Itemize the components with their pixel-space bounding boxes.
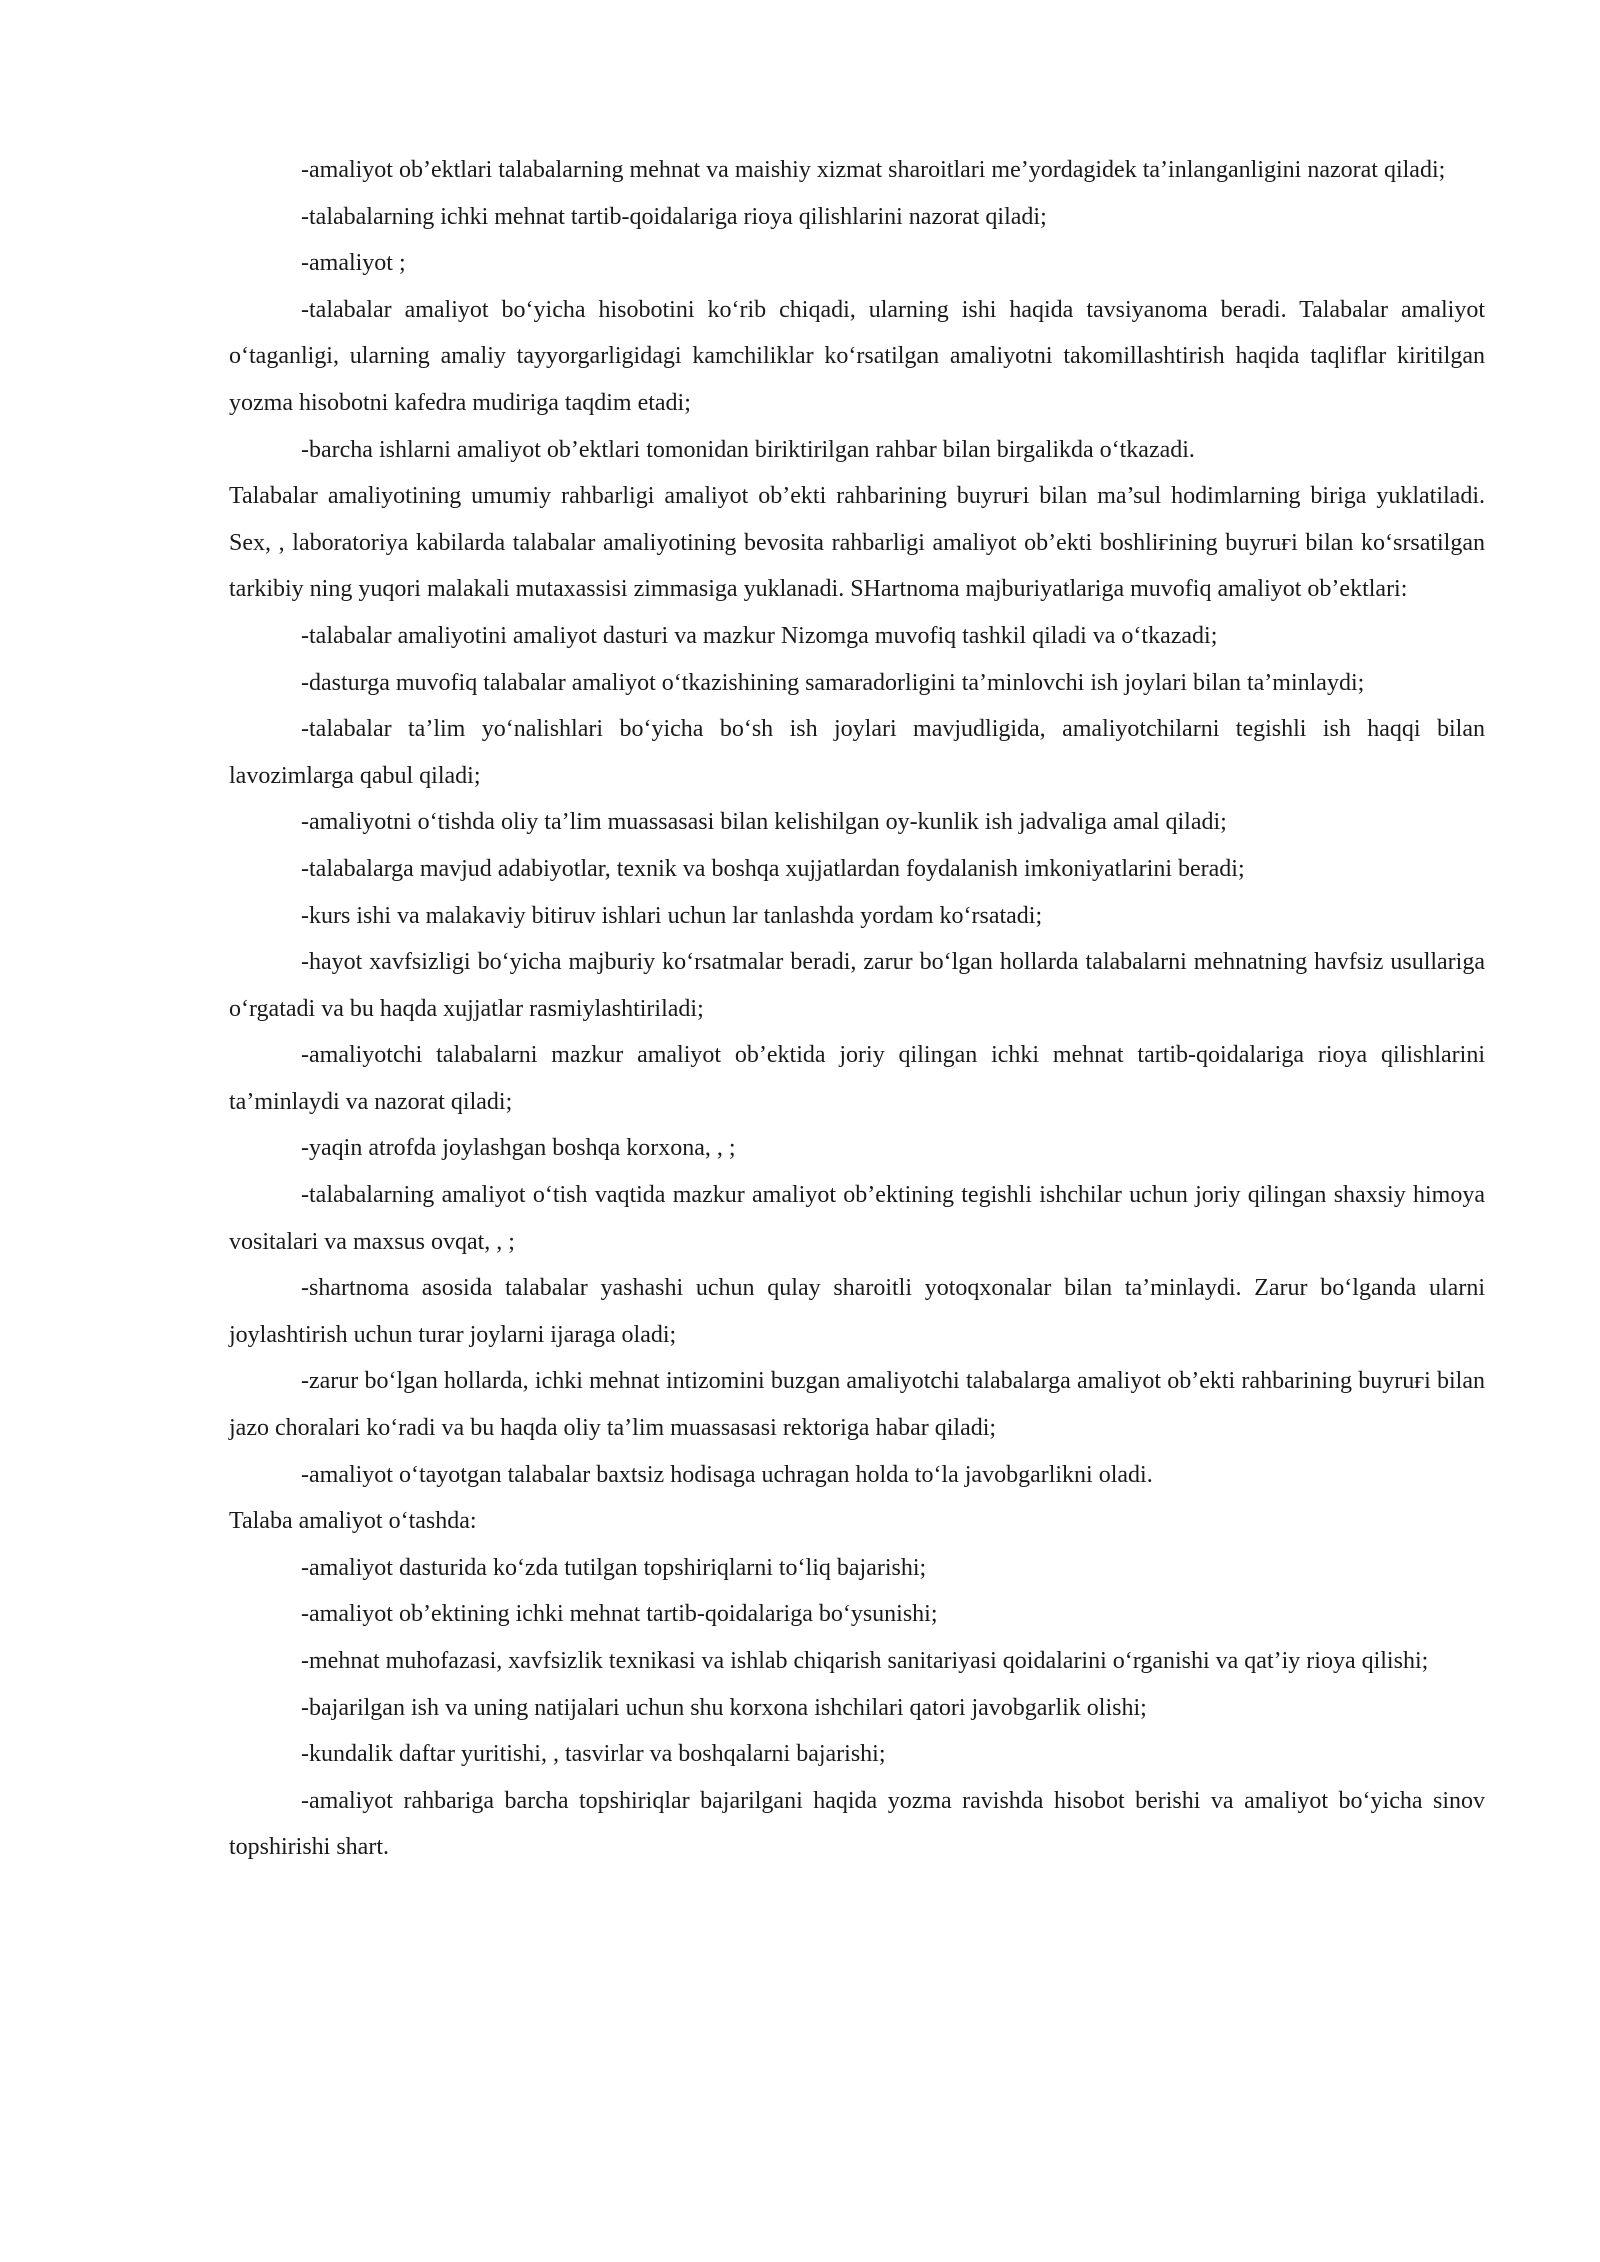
paragraph-4: -talabalar amaliyot bo‘yicha hisobotini ko‘rib chiqadi, ularning ishi haqida tavsiyanoma beradi. Talabalar amaliyot o‘taganligi, ularning amaliy tayyorgarligidagi kamchiliklar ko‘rsatilgan amaliyotni takomillashtirish haqida taqliflar kiritilgan yozma hisobotni kafedra mudiriga taqdim etadi; [229,296,1485,416]
paragraph-21: -amaliyot dasturida ko‘zda tutilgan topshiriqlarni to‘liq bajarishi; [301,1554,927,1581]
paragraph-17: -shartnoma asosida talabalar yashashi uchun qulay sharoitli yotoqxonalar bilan ta’minlaydi. Zarur bo‘lganda ularni joylashtirish uchun turar joylarni ijaraga oladi; [229,1275,1485,1348]
paragraph-10: -amaliyotni o‘tishda oliy ta’lim muassasasi bilan kelishilgan oy-kunlik ish jadvaliga amal qiladi; [301,809,1227,836]
paragraph-14: -amaliyotchi talabalarni mazkur amaliyot ob’ektida joriy qilingan ichki mehnat tartib-qoidalariga rioya qilishlarini ta’minlaydi va nazorat qiladi; [229,1042,1485,1115]
paragraph-2: -talabalarning ichki mehnat tartib-qoidalariga rioya qilishlarini nazorat qiladi; [301,203,1047,230]
paragraph-16: -talabalarning amaliyot o‘tish vaqtida mazkur amaliyot ob’ektining tegishli ishchilar uchun joriy qilingan shaxsiy himoya vositalari va maxsus ovqat, , ; [229,1182,1485,1255]
paragraph-19: -amaliyot o‘tayotgan talabalar baxtsiz hodisaga uchragan holda to‘la javobgarlikni oladi. [301,1461,1153,1488]
paragraph-24: -bajarilgan ish va uning natijalari uchun shu korxona ishchilari qatori javobgarlik olishi; [301,1694,1147,1721]
paragraph-20: Talaba amaliyot o‘tashda: [229,1508,477,1535]
paragraph-13: -hayot xavfsizligi bo‘yicha majburiy ko‘rsatmalar beradi, zarur bo‘lgan hollarda talabalarni mehnatning havfsiz usullariga o‘rgatadi va bu haqda xujjatlar rasmiylashtiriladi; [229,949,1485,1022]
paragraph-11: -talabalarga mavjud adabiyotlar, texnik va boshqa xujjatlardan foydalanish imkoniyatlarini beradi; [301,855,1245,882]
paragraph-22: -amaliyot ob’ektining ichki mehnat tartib-qoidalariga bo‘ysunishi; [301,1601,938,1628]
paragraph-15: -yaqin atrofda joylashgan boshqa korxona, , ; [301,1135,736,1162]
paragraph-7: -talabalar amaliyotini amaliyot dasturi va mazkur Nizomga muvofiq tashkil qiladi va o‘tkazadi; [301,622,1218,649]
paragraph-25: -kundalik daftar yuritishi, , tasvirlar va boshqalarni bajarishi; [301,1741,886,1768]
paragraph-18: -zarur bo‘lgan hollarda, ichki mehnat intizomini buzgan amaliyotchi talabalarga amaliyot ob’ekti rahbarining buyruғi bilan jazo choralari ko‘radi va bu haqda oliy ta’lim muassasasi rektoriga habar qiladi; [229,1368,1485,1442]
paragraph-12: -kurs ishi va malakaviy bitiruv ishlari uchun lar tanlashda yordam ko‘rsatadi; [301,902,1043,929]
paragraph-3: -amaliyot ; [301,250,406,277]
paragraph-26: -amaliyot rahbariga barcha topshiriqlar bajarilgani haqida yozma ravishda hisobot berishi va amaliyot bo‘yicha sinov topshirishi shart. [229,1787,1485,1861]
paragraph-5: -barcha ishlarni amaliyot ob’ektlari tomonidan biriktirilgan rahbar bilan birgalikda o‘tkazadi. [301,436,1195,463]
paragraph-6: Talabalar amaliyotining umumiy rahbarligi amaliyot ob’ekti rahbarining buyruғi bilan ma’sul hodimlarning biriga yuklatiladi. Sex, , laboratoriya kabilarda talabalar amaliyotining bevosita rahbarligi amaliyot ob’ekti boshliғining buyruғi bilan ko‘srsatilgan tarkibiy ning yuqori malakali mutaxassisi zimmasiga yuklanadi. SHartnoma majburiyatlariga muvofiq amaliyot ob’ektlari: [229,483,1485,603]
document-page [229,147,1485,1871]
paragraph-1: -amaliyot ob’ektlari talabalarning mehnat va maishiy xizmat sharoitlari me’yordagidek ta’inlanganligini nazorat qiladi; [301,157,1446,183]
paragraph-23: -mehnat muhofazasi, xavfsizlik texnikasi va ishlab chiqarish sanitariyasi qoidalarini o‘rganishi va qat’iy rioya qilishi; [301,1648,1429,1674]
paragraph-8: -dasturga muvofiq talabalar amaliyot o‘tkazishining samaradorligini ta’minlovchi ish joylari bilan ta’minlaydi; [301,669,1365,696]
paragraph-9: -talabalar ta’lim yo‘nalishlari bo‘yicha bo‘sh ish joylari mavjudligida, amaliyotchilarni tegishli ish haqqi bilan lavozimlarga qabul qiladi; [229,716,1485,789]
